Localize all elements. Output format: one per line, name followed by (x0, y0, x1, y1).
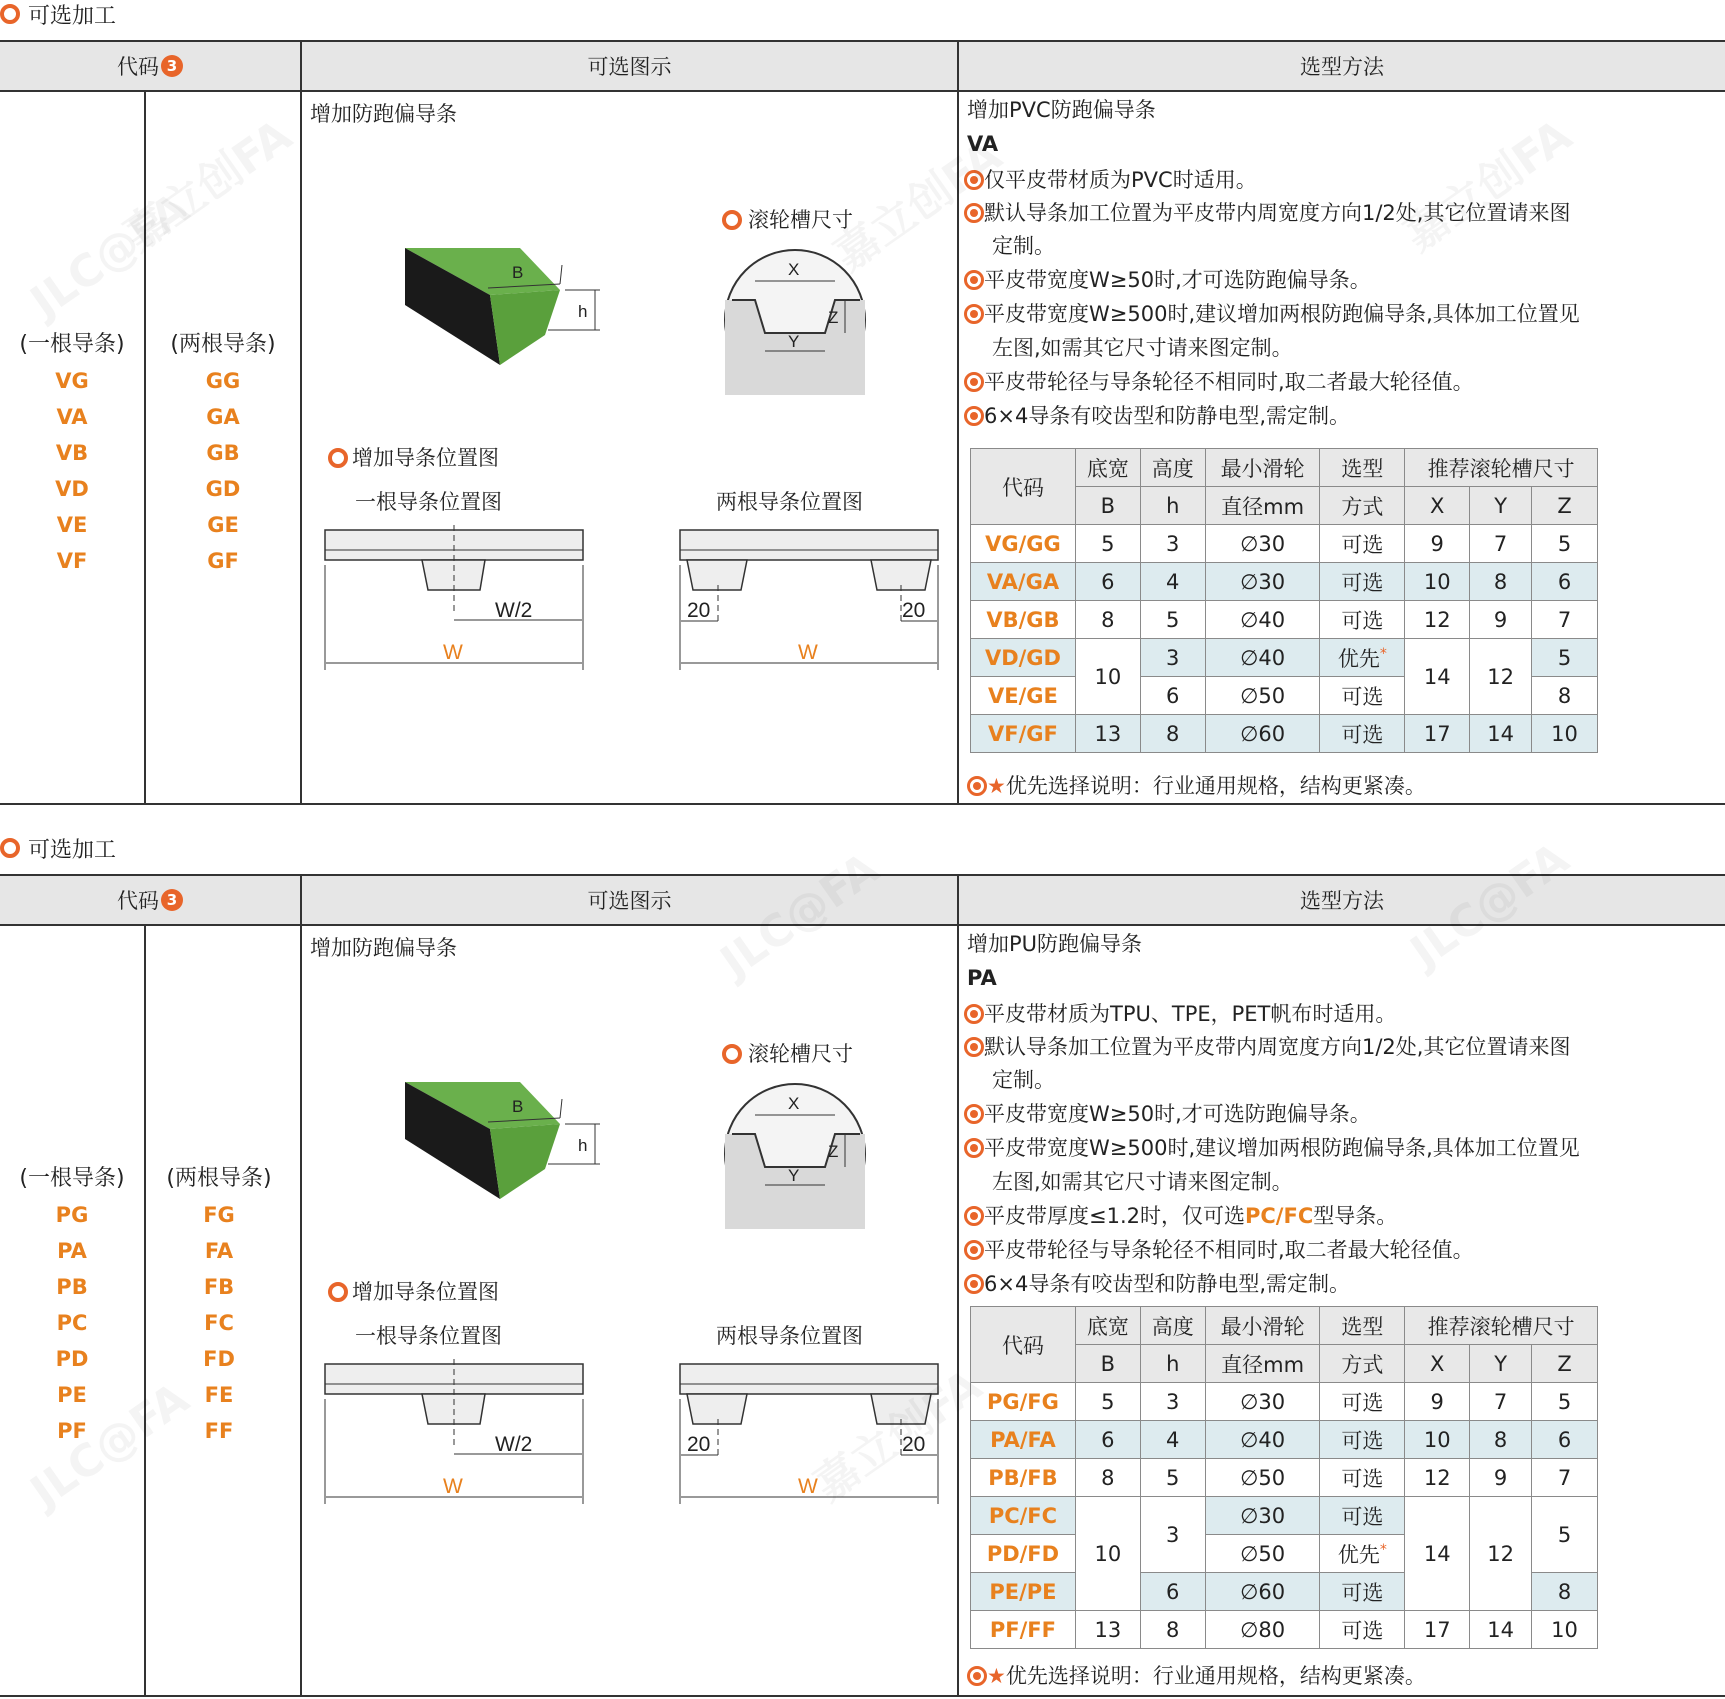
code-item: FA (204, 1239, 234, 1263)
section-title (0, 0, 116, 28)
double-code-list (146, 1161, 292, 1449)
dim-edge-left: 20 (687, 1433, 711, 1456)
cell-h: 6 (1140, 677, 1205, 715)
cell-code: VD/GD (971, 639, 1076, 677)
star-mark: * (1379, 1541, 1387, 1558)
code-item: PD (55, 1347, 89, 1371)
priority-note (967, 770, 1426, 800)
cell-code: VA/GA (971, 563, 1076, 601)
dim-y: Y (788, 1166, 800, 1185)
cell-code: VE/GE (971, 677, 1076, 715)
section-title-text: 可选加工 (28, 3, 117, 29)
cell-x: 9 (1405, 525, 1470, 563)
bullet-text: 仅平皮带材质为PVC时适用。 (984, 168, 1257, 192)
method-bullet (964, 1031, 1570, 1064)
single-position-label: 一根导条位置图 (355, 490, 502, 514)
cell-z: 10 (1532, 715, 1598, 753)
bullet-text: 平皮带材质为TPU、TPE，PET帆布时适用。 (984, 1002, 1397, 1026)
bullet-dot-icon (964, 372, 984, 392)
cell-code: PD/FD (971, 1535, 1076, 1573)
dim-y: Y (788, 332, 800, 351)
cell-y: 9 (1470, 1459, 1532, 1497)
cell-sel: 可选 (1320, 1383, 1405, 1421)
ring-bullet-icon (0, 838, 20, 858)
dim-z: Z (828, 308, 839, 327)
dim-w: W (443, 641, 463, 664)
code-item: FB (203, 1275, 235, 1299)
cell-d: ∅40 (1205, 1421, 1320, 1459)
cell-z: 7 (1532, 601, 1598, 639)
cell-code: VF/GF (971, 715, 1076, 753)
header-code (0, 876, 300, 924)
cell-z: 6 (1532, 1421, 1598, 1459)
th-z: Z (1532, 1345, 1598, 1383)
cell-y: 8 (1470, 563, 1532, 601)
code-item: VE (56, 513, 88, 537)
cell-sel: 可选 (1320, 525, 1405, 563)
bullet-dot-icon (964, 203, 984, 223)
th-mode: 方式 (1320, 487, 1405, 525)
dim-x: X (788, 260, 800, 279)
groove-circle-icon (720, 245, 870, 395)
section-2 (0, 834, 1725, 1699)
cell-z: 7 (1532, 1459, 1598, 1497)
bullet-text: 平皮带宽度W≥500时,建议增加两根防跑偏导条,具体加工位置见 (984, 1136, 1580, 1160)
method-bullet (964, 998, 1396, 1031)
cell-h: 3 (1140, 639, 1205, 677)
th-h: h (1140, 487, 1205, 525)
th-width: 底宽 (1075, 1307, 1140, 1345)
bullet-dot-icon (964, 1004, 984, 1024)
sel-text: 优先 (1337, 1542, 1380, 1567)
bullet-text: 型导条。 (1313, 1204, 1398, 1228)
bullet-dot-icon (964, 1240, 984, 1260)
cell-b: 5 (1075, 1383, 1140, 1421)
header-figure: 可选图示 (587, 889, 672, 913)
priority-note (967, 1660, 1426, 1690)
header-method: 选型方法 (1300, 889, 1384, 913)
cell-h: 5 (1140, 601, 1205, 639)
header-figure: 可选图示 (587, 55, 672, 79)
cell-z: 8 (1532, 677, 1598, 715)
cell-sel: 可选 (1320, 715, 1405, 753)
double-guide-position-diagram (675, 525, 945, 670)
bullet-text: 6×4导条有咬齿型和防静电型,需定制。 (984, 404, 1350, 428)
cell-y: 12 (1470, 1497, 1532, 1611)
table-row (971, 601, 1598, 639)
bullet-dot-icon (967, 776, 987, 796)
cell-x: 17 (1405, 1611, 1470, 1649)
cell-h: 3 (1140, 1383, 1205, 1421)
cell-h: 3 (1140, 525, 1205, 563)
cell-x: 12 (1405, 1459, 1470, 1497)
bullet-continuation: 定制。 (992, 234, 1055, 258)
th-groove: 推荐滚轮槽尺寸 (1405, 449, 1598, 487)
cell-d: ∅80 (1205, 1611, 1320, 1649)
double-position-label: 两根导条位置图 (716, 490, 863, 514)
bullet-continuation: 定制。 (992, 1068, 1055, 1092)
cell-z: 8 (1532, 1573, 1598, 1611)
dim-w: W (798, 1475, 818, 1498)
cell-d: ∅60 (1205, 715, 1320, 753)
dim-edge-right: 20 (902, 1433, 926, 1456)
cell-sel: 可选 (1320, 1573, 1405, 1611)
bullet-text: 平皮带宽度W≥50时,才可选防跑偏导条。 (984, 268, 1371, 292)
table-row (971, 1383, 1598, 1421)
cell-h: 4 (1140, 563, 1205, 601)
cell-b: 5 (1075, 525, 1140, 563)
cell-x: 10 (1405, 563, 1470, 601)
ring-bullet-icon (722, 210, 742, 230)
cell-y: 9 (1470, 601, 1532, 639)
th-b: B (1075, 487, 1140, 525)
code-item: FF (204, 1419, 234, 1443)
header-code-label: 代码 (117, 55, 159, 79)
ring-bullet-icon (328, 1282, 348, 1302)
groove-title (722, 1038, 853, 1068)
code-item: VA (56, 405, 88, 429)
table-row (971, 1497, 1598, 1535)
th-y: Y (1470, 487, 1532, 525)
single-label: (一根导条) (19, 1166, 125, 1191)
code-item: FG (203, 1203, 235, 1227)
th-height: 高度 (1140, 449, 1205, 487)
method-bullet (964, 1132, 1580, 1165)
groove-title-text: 滚轮槽尺寸 (748, 1042, 853, 1066)
cell-sel: 可选 (1320, 1497, 1405, 1535)
bullet-text: 6×4导条有咬齿型和防静电型,需定制。 (984, 1272, 1350, 1296)
method-bullet (964, 264, 1371, 297)
position-title (328, 1276, 499, 1306)
code-badge: 3 (161, 889, 183, 911)
single-code-list (0, 327, 144, 579)
dim-h: h (578, 1136, 588, 1155)
section-title (0, 834, 116, 862)
cell-y: 12 (1470, 639, 1532, 715)
divider (0, 1695, 1725, 1697)
ring-bullet-icon (722, 1044, 742, 1064)
cell-z: 5 (1532, 1383, 1598, 1421)
position-title (328, 442, 499, 472)
cell-y: 14 (1470, 715, 1532, 753)
guide-strip-3d-icon (400, 1074, 610, 1204)
cell-d: ∅30 (1205, 1497, 1320, 1535)
dim-half-w: W/2 (495, 599, 533, 622)
cell-x: 14 (1405, 1497, 1470, 1611)
method-bullet (964, 366, 1474, 399)
cell-sel (1320, 1535, 1405, 1573)
bullet-text: 平皮带轮径与导条轮径不相同时,取二者最大轮径值。 (984, 370, 1474, 394)
bullet-continuation: 左图,如需其它尺寸请来图定制。 (992, 336, 1293, 360)
th-y: Y (1470, 1345, 1532, 1383)
method-bullet (964, 197, 1570, 230)
th-x: X (1405, 487, 1470, 525)
position-title-text: 增加导条位置图 (352, 1280, 499, 1304)
th-diameter: 直径mm (1205, 487, 1320, 525)
single-code-list (0, 1161, 144, 1449)
code-item: PG (55, 1203, 89, 1227)
cell-z: 5 (1532, 639, 1598, 677)
cell-y: 14 (1470, 1611, 1532, 1649)
cell-h: 8 (1140, 715, 1205, 753)
th-diameter: 直径mm (1205, 1345, 1320, 1383)
bullet-text: 平皮带厚度≤1.2时，仅可选 (984, 1204, 1245, 1228)
th-code: 代码 (971, 449, 1076, 525)
bullet-dot-icon (964, 1104, 984, 1124)
cell-x: 14 (1405, 639, 1470, 715)
cell-h: 5 (1140, 1459, 1205, 1497)
cell-sel: 可选 (1320, 1421, 1405, 1459)
section-1 (0, 0, 1725, 805)
bullet-text: 默认导条加工位置为平皮带内周宽度方向1/2处,其它位置请来图 (984, 201, 1571, 225)
bullet-text: 平皮带宽度W≥500时,建议增加两根防跑偏导条,具体加工位置见 (984, 302, 1580, 326)
method-bullet (964, 1234, 1474, 1267)
header-code-label: 代码 (117, 889, 159, 913)
cell-d: ∅40 (1205, 601, 1320, 639)
table-row (971, 525, 1598, 563)
th-selection: 选型 (1320, 449, 1405, 487)
cell-sel: 可选 (1320, 677, 1405, 715)
note-text: 优先选择说明：行业通用规格，结构更紧凑。 (1005, 1664, 1426, 1688)
star-icon: ★ (987, 1664, 1006, 1688)
code-item: GD (205, 477, 241, 501)
header-code (0, 42, 300, 90)
method-title: 增加PU防跑偏导条 (967, 932, 1143, 956)
cell-x: 12 (1405, 601, 1470, 639)
dim-w: W (798, 641, 818, 664)
code-item: FC (204, 1311, 234, 1335)
cell-h: 3 (1140, 1497, 1205, 1573)
groove-title-text: 滚轮槽尺寸 (748, 208, 853, 232)
cell-b: 13 (1075, 1611, 1140, 1649)
table-row (971, 1459, 1598, 1497)
bullet-dot-icon (964, 270, 984, 290)
single-guide-position-diagram (320, 525, 590, 670)
single-label: (一根导条) (19, 332, 125, 357)
note-text: 优先选择说明：行业通用规格，结构更紧凑。 (1005, 774, 1426, 798)
bullet-dot-icon (964, 406, 984, 426)
code-item: GF (207, 549, 239, 573)
cell-sel: 可选 (1320, 1611, 1405, 1649)
code-item: GE (207, 513, 239, 537)
cell-sel (1320, 639, 1405, 677)
th-min-pulley: 最小滑轮 (1205, 449, 1320, 487)
divider (957, 40, 959, 805)
groove-title (722, 204, 853, 234)
sel-text: 优先 (1337, 646, 1380, 671)
bullet-highlight: PC/FC (1245, 1204, 1314, 1228)
cell-z: 5 (1532, 525, 1598, 563)
ring-bullet-icon (0, 4, 20, 24)
cell-code: VG/GG (971, 525, 1076, 563)
cell-sel: 可选 (1320, 563, 1405, 601)
spec-table (970, 448, 1598, 753)
cell-d: ∅30 (1205, 563, 1320, 601)
bullet-dot-icon (967, 1666, 987, 1686)
code-item: PE (57, 1383, 87, 1407)
cell-code: PG/FG (971, 1383, 1076, 1421)
code-item: PB (56, 1275, 88, 1299)
th-groove: 推荐滚轮槽尺寸 (1405, 1307, 1598, 1345)
bullet-dot-icon (964, 304, 984, 324)
code-item: GB (206, 441, 240, 465)
th-x: X (1405, 1345, 1470, 1383)
cell-x: 10 (1405, 1421, 1470, 1459)
dim-b: B (512, 1097, 524, 1116)
dim-z: Z (828, 1142, 839, 1161)
bullet-text: 默认导条加工位置为平皮带内周宽度方向1/2处,其它位置请来图 (984, 1035, 1571, 1059)
bullet-dot-icon (964, 170, 984, 190)
th-selection: 选型 (1320, 1307, 1405, 1345)
code-item: VF (56, 549, 88, 573)
dim-half-w: W/2 (495, 1433, 533, 1456)
code-item: FE (204, 1383, 234, 1407)
code-item: GG (205, 369, 241, 393)
cell-d: ∅50 (1205, 677, 1320, 715)
bullet-text: 平皮带宽度W≥50时,才可选防跑偏导条。 (984, 1102, 1371, 1126)
cell-code: PA/FA (971, 1421, 1076, 1459)
cell-b: 8 (1075, 1459, 1140, 1497)
cell-code: PE/PE (971, 1573, 1076, 1611)
bullet-dot-icon (964, 1138, 984, 1158)
method-bullet (964, 164, 1257, 197)
method-bullet (964, 1200, 1397, 1233)
th-mode: 方式 (1320, 1345, 1405, 1383)
divider (300, 874, 302, 1697)
cell-b: 10 (1075, 1497, 1140, 1611)
cell-d: ∅50 (1205, 1535, 1320, 1573)
table-row (971, 563, 1598, 601)
cell-d: ∅40 (1205, 639, 1320, 677)
single-guide-position-diagram (320, 1359, 590, 1504)
cell-d: ∅50 (1205, 1459, 1320, 1497)
cell-z: 10 (1532, 1611, 1598, 1649)
code-item: PC (56, 1311, 88, 1335)
figure-title: 增加防跑偏导条 (310, 102, 457, 126)
cell-h: 8 (1140, 1611, 1205, 1649)
method-bullet (964, 1098, 1371, 1131)
divider (0, 803, 1725, 805)
code-item: VD (55, 477, 89, 501)
star-mark: * (1379, 645, 1387, 662)
bullet-dot-icon (964, 1206, 984, 1226)
cell-y: 8 (1470, 1421, 1532, 1459)
dim-x: X (788, 1094, 800, 1113)
cell-b: 6 (1075, 563, 1140, 601)
code-item: VG (55, 369, 89, 393)
bullet-continuation: 左图,如需其它尺寸请来图定制。 (992, 1170, 1293, 1194)
spec-table (970, 1306, 1598, 1649)
ring-bullet-icon (328, 448, 348, 468)
th-height: 高度 (1140, 1307, 1205, 1345)
cell-y: 7 (1470, 1383, 1532, 1421)
code-item: PF (57, 1419, 87, 1443)
th-b: B (1075, 1345, 1140, 1383)
dim-edge-left: 20 (687, 599, 711, 622)
bullet-dot-icon (964, 1274, 984, 1294)
divider (957, 874, 959, 1697)
method-bullet (964, 400, 1350, 433)
double-position-label: 两根导条位置图 (716, 1324, 863, 1348)
code-item: PA (57, 1239, 87, 1263)
cell-d: ∅60 (1205, 1573, 1320, 1611)
cell-b: 10 (1075, 639, 1140, 715)
code-item: FD (203, 1347, 235, 1371)
table-row (971, 1421, 1598, 1459)
method-code: VA (967, 132, 999, 156)
star-icon: ★ (987, 774, 1006, 798)
cell-x: 17 (1405, 715, 1470, 753)
divider (300, 40, 302, 805)
bullet-text: 平皮带轮径与导条轮径不相同时,取二者最大轮径值。 (984, 1238, 1474, 1262)
cell-h: 6 (1140, 1573, 1205, 1611)
groove-circle-icon (720, 1079, 870, 1229)
table-row (971, 1611, 1598, 1649)
double-guide-position-diagram (675, 1359, 945, 1504)
th-h: h (1140, 1345, 1205, 1383)
cell-b: 8 (1075, 601, 1140, 639)
figure-title: 增加防跑偏导条 (310, 936, 457, 960)
th-code: 代码 (971, 1307, 1076, 1383)
th-min-pulley: 最小滑轮 (1205, 1307, 1320, 1345)
cell-h: 4 (1140, 1421, 1205, 1459)
cell-b: 6 (1075, 1421, 1140, 1459)
dim-h: h (578, 302, 588, 321)
cell-x: 9 (1405, 1383, 1470, 1421)
th-width: 底宽 (1075, 449, 1140, 487)
method-bullet (964, 298, 1580, 331)
bullet-dot-icon (964, 1037, 984, 1057)
code-item: VB (55, 441, 89, 465)
header-method: 选型方法 (1300, 55, 1384, 79)
guide-strip-3d-icon (400, 240, 610, 370)
code-badge: 3 (161, 55, 183, 77)
cell-y: 7 (1470, 525, 1532, 563)
cell-z: 5 (1532, 1497, 1598, 1573)
cell-code: PC/FC (971, 1497, 1076, 1535)
double-label: (两根导条) (166, 1166, 272, 1191)
method-bullet (964, 1268, 1350, 1301)
cell-d: ∅30 (1205, 1383, 1320, 1421)
cell-code: PB/FB (971, 1459, 1076, 1497)
table-header (0, 40, 1725, 92)
method-code: PA (967, 966, 997, 990)
dim-w: W (443, 1475, 463, 1498)
cell-b: 13 (1075, 715, 1140, 753)
cell-sel: 可选 (1320, 601, 1405, 639)
cell-z: 6 (1532, 563, 1598, 601)
dim-b: B (512, 263, 524, 282)
cell-code: PF/FF (971, 1611, 1076, 1649)
table-row (971, 715, 1598, 753)
code-item: GA (206, 405, 240, 429)
double-code-list (146, 327, 300, 579)
cell-d: ∅30 (1205, 525, 1320, 563)
dim-edge-right: 20 (902, 599, 926, 622)
double-label: (两根导条) (170, 332, 276, 357)
cell-code: VB/GB (971, 601, 1076, 639)
method-title: 增加PVC防跑偏导条 (967, 98, 1156, 122)
cell-sel: 可选 (1320, 1459, 1405, 1497)
position-title-text: 增加导条位置图 (352, 446, 499, 470)
th-z: Z (1532, 487, 1598, 525)
section-title-text: 可选加工 (28, 837, 117, 863)
table-row (971, 639, 1598, 677)
table-header (0, 874, 1725, 926)
single-position-label: 一根导条位置图 (355, 1324, 502, 1348)
